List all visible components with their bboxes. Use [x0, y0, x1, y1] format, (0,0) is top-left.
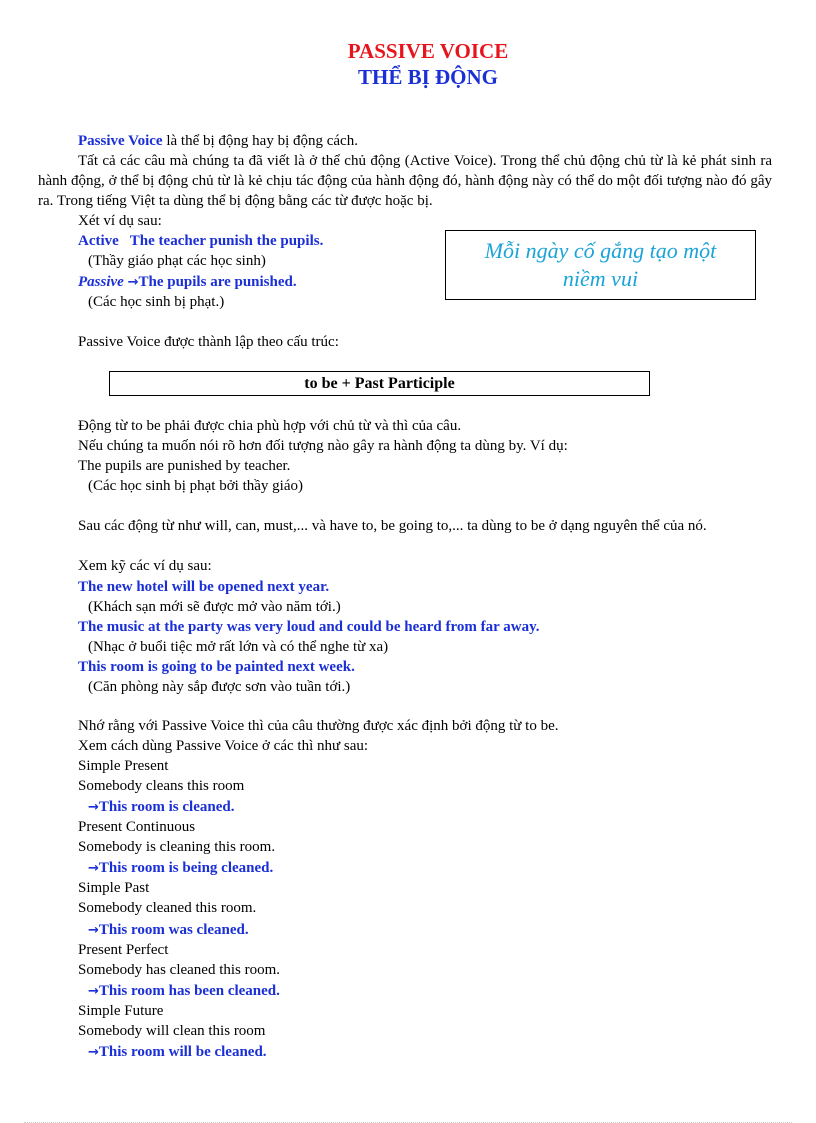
arrow-icon: →: [88, 800, 99, 815]
active-sentence: The teacher punish the pupils.: [129, 233, 324, 249]
active-translation: (Thầy giáo phạt các học sinh): [88, 253, 266, 269]
arrow-icon: →: [88, 1045, 99, 1060]
passive-label: Passive: [78, 274, 124, 290]
tense-active: Somebody has cleaned this room.: [78, 962, 281, 978]
arrow-icon: →: [88, 861, 99, 876]
example-3-translation: (Căn phòng này sắp được sơn vào tuần tới.): [88, 679, 351, 695]
page-title: PASSIVE VOICE: [347, 39, 509, 63]
page-subtitle: THỂ BỊ ĐỘNG: [357, 65, 499, 89]
tense-active: Somebody cleans this room: [78, 778, 245, 794]
arrow-icon: →: [127, 275, 139, 290]
formula-box: to be + Past Participle: [109, 371, 650, 396]
active-label: Active: [78, 233, 119, 249]
tense-passive-text: This room is cleaned.: [98, 799, 235, 815]
by-example: The pupils are punished by teacher.: [78, 458, 291, 474]
example-2: The music at the party was very loud and could be heard from far away.: [78, 619, 540, 635]
quote-box: [445, 230, 756, 300]
example-1-translation: (Khách sạn mới sẽ được mở vào năm tới.): [88, 599, 341, 615]
tense-name: Simple Future: [78, 1003, 164, 1019]
tense-passive-text: This room will be cleaned.: [98, 1044, 267, 1060]
tense-active: Somebody cleaned this room.: [78, 900, 257, 916]
intro-term: Passive Voice: [78, 133, 163, 149]
structure-intro: Passive Voice được thành lập theo cấu trúc:: [78, 334, 339, 350]
tense-active: Somebody will clean this room: [78, 1023, 266, 1039]
rule-by: Nếu chúng ta muốn nói rõ hơn đối tượng nào gây ra hành động ta dùng by. Ví dụ:: [78, 438, 568, 454]
tense-passive: [88, 981, 280, 1002]
arrow-icon: →: [88, 984, 99, 999]
tense-passive-text: This room was cleaned.: [98, 922, 249, 938]
rule-conjugation: Động từ to be phải được chia phù hợp với chủ từ và thì của câu.: [78, 418, 462, 434]
see-examples: Xem kỹ các ví dụ sau:: [78, 558, 212, 574]
tense-name: Present Perfect: [78, 942, 169, 958]
tense-passive: [88, 920, 249, 941]
by-translation: (Các học sinh bị phạt bởi thầy giáo): [88, 478, 303, 494]
example-2-translation: (Nhạc ở buổi tiệc mở rất lớn và có thể nghe từ xa): [88, 639, 389, 655]
intro-line: [78, 131, 358, 151]
tense-passive: [88, 797, 234, 818]
tense-name: Present Continuous: [78, 819, 196, 835]
quote-text: Mỗi ngày cố gắng tạo một niềm vui: [484, 238, 717, 291]
intro-rest: là thể bị động hay bị động cách.: [162, 133, 358, 149]
tense-passive-text: This room has been cleaned.: [98, 983, 280, 999]
arrow-icon: →: [88, 923, 99, 938]
example-intro: Xét ví dụ sau:: [78, 213, 162, 229]
passive-example: [78, 272, 297, 293]
tense-passive: [88, 1042, 267, 1063]
active-example: [78, 231, 323, 251]
tense-passive: [88, 858, 273, 879]
tense-name: Simple Present: [78, 758, 169, 774]
example-1: The new hotel will be opened next year.: [78, 579, 330, 595]
passive-sentence: The pupils are punished.: [138, 274, 297, 290]
paragraph-active-passive: Tất cả các câu mà chúng ta đã viết là ở thể chủ động (Active Voice). Trong thể chủ động chủ từ là kẻ phát sinh ra hành động, ở thể bị động chủ từ là kẻ chịu tác động của hành động đó, hành động này có thể do một đối tượng nào đó gây ra. Trong tiếng Việt ta dùng thể bị động bằng các từ được hoặc bị.: [38, 153, 772, 209]
tense-name: Simple Past: [78, 880, 150, 896]
tense-active: Somebody is cleaning this room.: [78, 839, 276, 855]
passive-translation: (Các học sinh bị phạt.): [88, 294, 225, 310]
tense-passive-text: This room is being cleaned.: [98, 860, 274, 876]
tense-note: Nhớ rằng với Passive Voice thì của câu thường được xác định bởi động từ to be.: [78, 718, 559, 734]
modal-rule: Sau các động từ như will, can, must,... và have to, be going to,... ta dùng to be ở dạng nguyên thể của nó.: [78, 518, 707, 534]
tense-intro: Xem cách dùng Passive Voice ở các thì như sau:: [78, 738, 369, 754]
example-3: This room is going to be painted next week.: [78, 659, 355, 675]
